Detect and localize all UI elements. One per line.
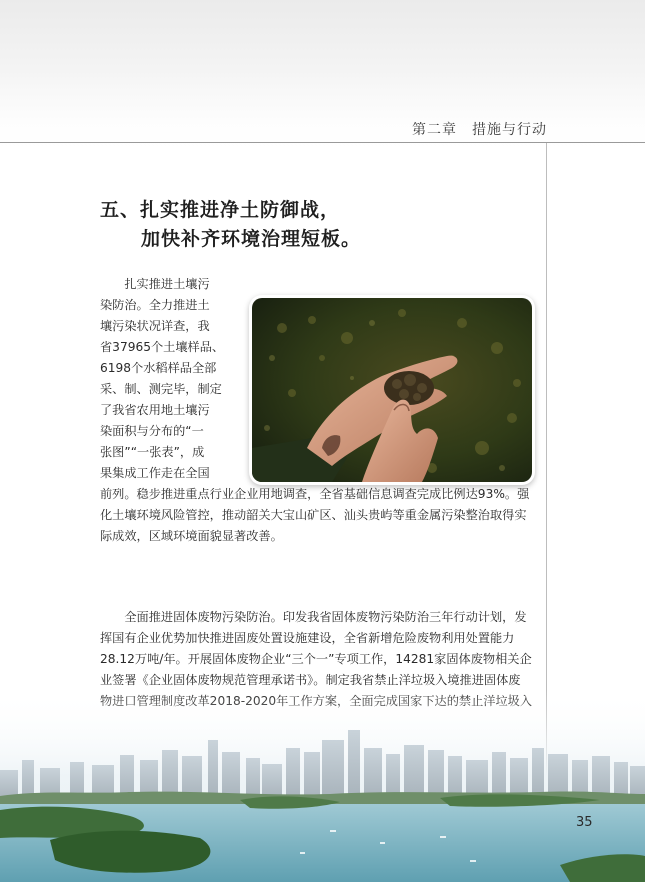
- paragraph-line: 6198个水稻样品全部: [100, 361, 217, 375]
- page-number: 35: [576, 815, 593, 830]
- section-heading: [100, 196, 361, 254]
- paragraph-line: 挥国有企业优势加快推进固废处置设施建设，全省新增危险废物利用处置能力: [100, 631, 515, 645]
- paragraph-line: 际成效，区域环境面貌显著改善。: [100, 529, 283, 543]
- paragraph-line: 化土壤环境风险管控，推动韶关大宝山矿区、汕头贵屿等重金属污染整治取得实: [100, 508, 527, 522]
- paragraph-1: [100, 274, 545, 547]
- paragraph-line: 扎实推进土壤污: [100, 277, 210, 291]
- chapter-title: 第二章 措施与行动: [412, 122, 547, 138]
- paragraph-line: 壤污染状况详查，我: [100, 319, 210, 333]
- paragraph-line: 染面积与分布的“一: [100, 424, 204, 438]
- paragraph-line: 采、制、测完毕，制定: [100, 382, 222, 396]
- paragraph-line: 果集成工作走在全国: [100, 466, 210, 480]
- paragraph-line: 全面推进固体废物污染防治。印发我省固体废物污染防治三年行动计划，发: [100, 610, 527, 624]
- paragraph-line: 了我省农用地土壤污: [100, 403, 210, 417]
- city-lake-illustration: [0, 690, 645, 882]
- header-rule: [0, 142, 645, 143]
- paragraph-line: 28.12万吨/年。开展固体废物企业“三个一”专项工作，14281家固体废物相关企: [100, 652, 532, 666]
- paragraph-line: 张图”“一张表”，成: [100, 445, 205, 459]
- section-heading-line-2: 加快补齐环境治理短板。: [141, 228, 362, 250]
- paragraph-line: 省37965个土壤样品、: [100, 340, 225, 354]
- paragraph-line: 业签署《企业固体废物规范管理承诺书》。制定我省禁止洋垃圾入境推进固体废: [100, 673, 521, 687]
- paragraph-line: 前列。稳步推进重点行业企业用地调查，全省基础信息调查完成比例达93%。强: [100, 487, 530, 501]
- paragraph-line: 染防治。全力推进土: [100, 298, 210, 312]
- section-heading-line-1: 五、扎实推进净土防御战，: [100, 199, 341, 221]
- chapter-header: [0, 113, 645, 143]
